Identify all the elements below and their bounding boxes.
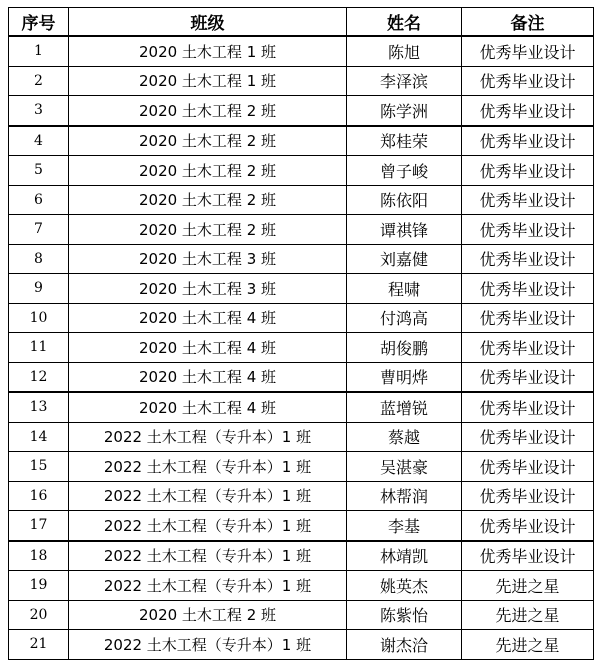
row-index: 21	[9, 630, 69, 660]
row-note: 优秀毕业设计	[462, 392, 594, 422]
row-note: 优秀毕业设计	[462, 303, 594, 333]
table-row	[9, 303, 594, 333]
row-class: 2022 土木工程（专升本）1 班	[69, 452, 347, 482]
row-name: 姚英杰	[347, 571, 462, 601]
row-class: 2022 土木工程（专升本）1 班	[69, 481, 347, 511]
row-note: 优秀毕业设计	[462, 244, 594, 274]
table-row	[9, 600, 594, 630]
row-index: 16	[9, 481, 69, 511]
table-row	[9, 66, 594, 96]
table-row	[9, 541, 594, 571]
row-name: 林靖凯	[347, 541, 462, 571]
row-name: 林帮润	[347, 481, 462, 511]
row-class: 2020 土木工程 2 班	[69, 96, 347, 126]
row-class: 2020 土木工程 1 班	[69, 36, 347, 66]
row-name: 蔡越	[347, 422, 462, 452]
row-index: 15	[9, 452, 69, 482]
row-index: 5	[9, 156, 69, 186]
row-class: 2020 土木工程 4 班	[69, 392, 347, 422]
row-note: 优秀毕业设计	[462, 66, 594, 96]
table-row	[9, 185, 594, 215]
row-note: 先进之星	[462, 600, 594, 630]
row-class: 2022 土木工程（专升本）1 班	[69, 630, 347, 660]
table-row	[9, 571, 594, 601]
row-name: 曹明烨	[347, 362, 462, 392]
row-class: 2020 土木工程 2 班	[69, 600, 347, 630]
row-index: 6	[9, 185, 69, 215]
header-index: 序号	[9, 8, 69, 37]
row-note: 优秀毕业设计	[462, 452, 594, 482]
row-class: 2020 土木工程 4 班	[69, 333, 347, 363]
row-class: 2020 土木工程 4 班	[69, 303, 347, 333]
row-name: 李泽滨	[347, 66, 462, 96]
row-index: 13	[9, 392, 69, 422]
row-class: 2022 土木工程（专升本）1 班	[69, 541, 347, 571]
table-row	[9, 156, 594, 186]
row-note: 优秀毕业设计	[462, 481, 594, 511]
row-class: 2022 土木工程（专升本）1 班	[69, 422, 347, 452]
header-note: 备注	[462, 8, 594, 37]
row-note: 优秀毕业设计	[462, 274, 594, 304]
row-note: 优秀毕业设计	[462, 96, 594, 126]
row-note: 优秀毕业设计	[462, 36, 594, 66]
row-class: 2020 土木工程 3 班	[69, 274, 347, 304]
row-index: 4	[9, 126, 69, 156]
header-row	[9, 8, 594, 37]
table-row	[9, 422, 594, 452]
row-name: 程啸	[347, 274, 462, 304]
table-row	[9, 511, 594, 541]
row-name: 刘嘉健	[347, 244, 462, 274]
row-name: 李基	[347, 511, 462, 541]
row-index: 20	[9, 600, 69, 630]
row-class: 2020 土木工程 2 班	[69, 185, 347, 215]
row-index: 10	[9, 303, 69, 333]
row-note: 优秀毕业设计	[462, 126, 594, 156]
row-name: 吴湛豪	[347, 452, 462, 482]
table-row	[9, 244, 594, 274]
row-note: 优秀毕业设计	[462, 333, 594, 363]
row-name: 郑桂荣	[347, 126, 462, 156]
award-roster-table	[8, 7, 594, 660]
row-class: 2020 土木工程 2 班	[69, 156, 347, 186]
table-row	[9, 333, 594, 363]
header-class: 班级	[69, 8, 347, 37]
row-note: 优秀毕业设计	[462, 511, 594, 541]
row-index: 9	[9, 274, 69, 304]
table-row	[9, 215, 594, 245]
row-index: 1	[9, 36, 69, 66]
row-name: 陈依阳	[347, 185, 462, 215]
row-index: 19	[9, 571, 69, 601]
row-note: 优秀毕业设计	[462, 362, 594, 392]
row-class: 2020 土木工程 3 班	[69, 244, 347, 274]
row-name: 陈学洲	[347, 96, 462, 126]
row-index: 12	[9, 362, 69, 392]
table-row	[9, 36, 594, 66]
row-name: 付鸿高	[347, 303, 462, 333]
row-name: 蓝增锐	[347, 392, 462, 422]
row-class: 2020 土木工程 1 班	[69, 66, 347, 96]
table-row	[9, 481, 594, 511]
table-row	[9, 392, 594, 422]
row-index: 8	[9, 244, 69, 274]
table-row	[9, 274, 594, 304]
row-note: 优秀毕业设计	[462, 156, 594, 186]
row-index: 3	[9, 96, 69, 126]
row-class: 2020 土木工程 2 班	[69, 126, 347, 156]
row-note: 优秀毕业设计	[462, 422, 594, 452]
row-index: 18	[9, 541, 69, 571]
row-class: 2020 土木工程 2 班	[69, 215, 347, 245]
table-row	[9, 126, 594, 156]
row-note: 先进之星	[462, 571, 594, 601]
row-name: 曾子峻	[347, 156, 462, 186]
table-row	[9, 96, 594, 126]
row-index: 2	[9, 66, 69, 96]
table-row	[9, 452, 594, 482]
row-name: 陈旭	[347, 36, 462, 66]
roster-body	[9, 36, 594, 659]
row-name: 谭祺锋	[347, 215, 462, 245]
row-index: 7	[9, 215, 69, 245]
row-note: 先进之星	[462, 630, 594, 660]
row-note: 优秀毕业设计	[462, 215, 594, 245]
row-note: 优秀毕业设计	[462, 185, 594, 215]
row-class: 2020 土木工程 4 班	[69, 362, 347, 392]
row-index: 11	[9, 333, 69, 363]
row-index: 14	[9, 422, 69, 452]
table-row	[9, 630, 594, 660]
row-name: 谢杰洽	[347, 630, 462, 660]
row-name: 胡俊鹏	[347, 333, 462, 363]
row-class: 2022 土木工程（专升本）1 班	[69, 571, 347, 601]
header-name: 姓名	[347, 8, 462, 37]
row-index: 17	[9, 511, 69, 541]
row-name: 陈紫怡	[347, 600, 462, 630]
row-note: 优秀毕业设计	[462, 541, 594, 571]
row-class: 2022 土木工程（专升本）1 班	[69, 511, 347, 541]
table-row	[9, 362, 594, 392]
